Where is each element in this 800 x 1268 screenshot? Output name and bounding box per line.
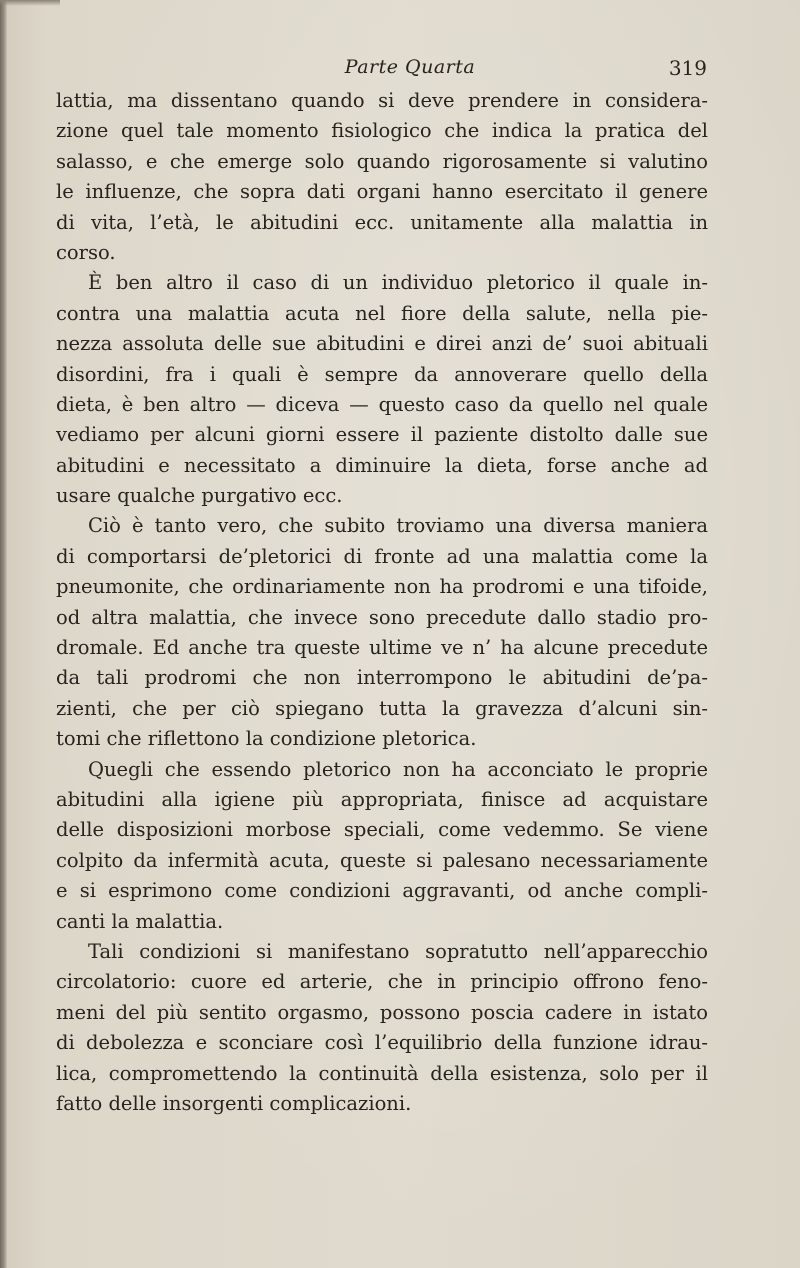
text-line: zione quel tale momento fisiologico che indica la pratica del [56, 119, 708, 143]
text-line: usare qualche purgativo ecc. [56, 484, 343, 508]
text-line: lica, compromettendo la continuità della esistenza, solo per il [56, 1061, 708, 1085]
text-line: dieta, è ben altro — diceva — questo caso da quello nel quale [56, 392, 708, 416]
text-line: meni del più sentito orgasmo, possono poscia cadere in istato [56, 1000, 708, 1024]
text-line: disordini, fra i quali è sempre da annoverare quello della [56, 362, 708, 386]
text-line: vediamo per alcuni giorni essere il paziente distolto dalle sue [56, 423, 708, 447]
text-line: tomi che riflettono la condizione pletorica. [56, 727, 477, 751]
text-line: e si esprimono come condizioni aggravanti, od anche compli- [56, 879, 708, 903]
text-line: delle disposizioni morbose speciali, come vedemmo. Se viene [56, 818, 708, 842]
text-line: od altra malattia, che invece sono precedute dallo stadio pro- [56, 605, 708, 629]
text-line: di vita, l’età, le abitudini ecc. unitamente alla malattia in [56, 210, 708, 234]
page-number: 319 [668, 56, 707, 80]
text-line: contra una malattia acuta nel fiore della salute, nella pie- [56, 301, 708, 325]
text-line: dromale. Ed anche tra queste ultime ve n’ ha alcune precedute [56, 636, 708, 660]
text-line: lattia, ma dissentano quando si deve prendere in considera- [56, 89, 708, 112]
text-line: Tali condizioni si manifestano sopratutto nell’apparecchio [88, 939, 708, 963]
text-line: È ben altro il caso di un individuo pletorico il quale in- [88, 271, 708, 295]
text-line: circolatorio: cuore ed arterie, che in principio offrono feno- [56, 970, 708, 994]
text-line: Quegli che essendo pletorico non ha acconciato le proprie [88, 757, 708, 781]
text-line: abitudini alla igiene più appropriata, finisce ad acquistare [56, 787, 708, 811]
page-corner-shadow [0, 0, 60, 6]
text-line: fatto delle insorgenti complicazioni. [56, 1091, 412, 1115]
text-line: da tali prodromi che non interrompono le abitudini de’pa- [56, 666, 708, 690]
text-line: salasso, e che emerge solo quando rigorosamente si valutino [56, 149, 708, 173]
text-line: colpito da infermità acuta, queste si palesano necessariamente [56, 848, 708, 872]
page-header [0, 56, 800, 86]
text-line: zienti, che per ciò spiegano tutta la gravezza d’alcuni sin- [56, 696, 708, 720]
body-text [56, 86, 708, 1119]
text-line: pneumonite, che ordinariamente non ha prodromi e una tifoide, [56, 575, 708, 599]
text-line: canti la malattia. [56, 909, 224, 933]
running-head: Parte Quarta [344, 56, 476, 78]
page-binding-edge [0, 0, 7, 1268]
text-line: nezza assoluta delle sue abitudini e direi anzi de’ suoi abituali [56, 332, 708, 356]
text-line: abitudini e necessitato a diminuire la dieta, forse anche ad [56, 453, 708, 477]
text-line: Ciò è tanto vero, che subito troviamo una diversa maniera [88, 514, 708, 538]
text-line: corso. [56, 240, 116, 264]
text-line: di debolezza e sconciare così l’equilibrio della funzione idrau- [56, 1031, 708, 1055]
text-line: le influenze, che sopra dati organi hanno esercitato il genere [56, 180, 708, 204]
text-line: di comportarsi de’pletorici di fronte ad una malattia come la [56, 544, 708, 568]
